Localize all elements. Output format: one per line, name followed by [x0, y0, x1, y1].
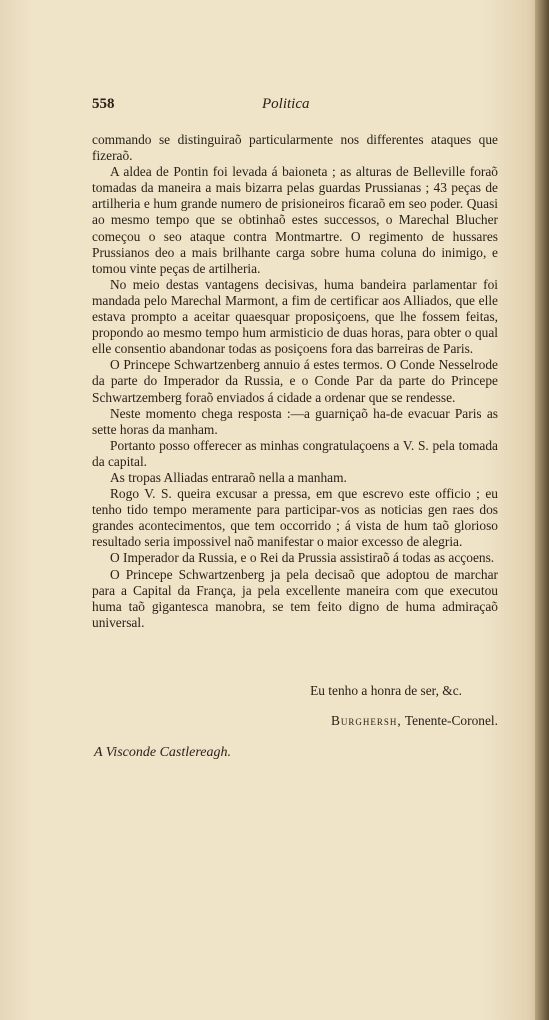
paragraph: Neste momento chega resposta :—a guarniçaõ ha-de evacuar Paris as sette horas da manham.	[92, 405, 498, 437]
paragraph: O Princepe Schwartzenberg ja pela decisaõ que adoptou de marchar para a Capital da França, ja pela excellente maneira com que executou huma taõ gigantesca manobra, se tem feito digno de huma admiraçaõ universal.	[92, 566, 498, 630]
running-title: Politica	[262, 96, 310, 112]
paragraph: O Princepe Schwartzenberg annuio á estes termos. O Conde Nesselrode da parte do Imperador da Russia, e o Conde Par da parte do Princepe Schwartzemberg foraõ enviados á cidade a ordenar que se rendesse.	[92, 357, 498, 405]
paragraph: O Imperador da Russia, e o Rei da Prussia assistiraõ á todas as acçoens.	[110, 550, 495, 566]
paragraph-continuation: commando se distinguiraõ particularmente nos differentes ataques que fizeraõ.	[92, 132, 498, 164]
paragraph: No meio destas vantagens decisivas, huma bandeira parlamentar foi mandada pelo Marechal Marmont, a fim de certificar aos Alliados, que elle estava prompto a aceitar quaesquar proposiçoens, que lhe fossem feitas, propondo ao mesmo tempo hum armisticio de duas horas, para obter o qual elle consentio abandonar todas as posiçoens fora das barreiras de Paris.	[92, 276, 498, 357]
body-text	[92, 132, 498, 631]
paragraph: Portanto posso offerecer as minhas congratulaçoens a V. S. pela tomada da capital.	[92, 437, 498, 469]
page-number: 558	[92, 96, 115, 112]
signature-name: Burghersh,	[330, 713, 402, 728]
addressee: A Visconde Castlereagh.	[94, 745, 231, 760]
page-header	[92, 96, 498, 118]
letter-closing-block	[92, 683, 498, 761]
signature	[92, 713, 498, 729]
signature-title: Tenente-Coronel.	[404, 713, 498, 728]
paragraph: A aldea de Pontin foi levada á baioneta ; as alturas de Belleville foraõ tomadas da maneira a mais bizarra pelas guardas Prussianas ; 43 peças de artilheria e hum grande numero de prisioneiros ficaraõ em seo poder. Quasi ao mesmo tempo que se obtinhaõ estes successos, o Marechal Blucher começou o seo ataque contra Montmartre. O regimento de hussares Prussianos deo a mais brilhante carga sobre huma coluna do inimigo, e tomou vinte peças de artilheria.	[92, 164, 498, 276]
page-edge	[535, 0, 549, 1020]
paragraph: As tropas Alliadas entraraõ nella a manham.	[110, 469, 347, 485]
closing-formula: Eu tenho a honra de ser, &c.	[310, 683, 462, 698]
paragraph: Rogo V. S. queira excusar a pressa, em que escrevo este officio ; eu tenho tido tempo meramente para participar-vos as noticias gen raes dos grandes acontecimentos, que tem occorrido ; á vista de hum taõ glorioso resultado seria impossivel naõ manifestar o maior excesso de alegria.	[92, 486, 498, 550]
